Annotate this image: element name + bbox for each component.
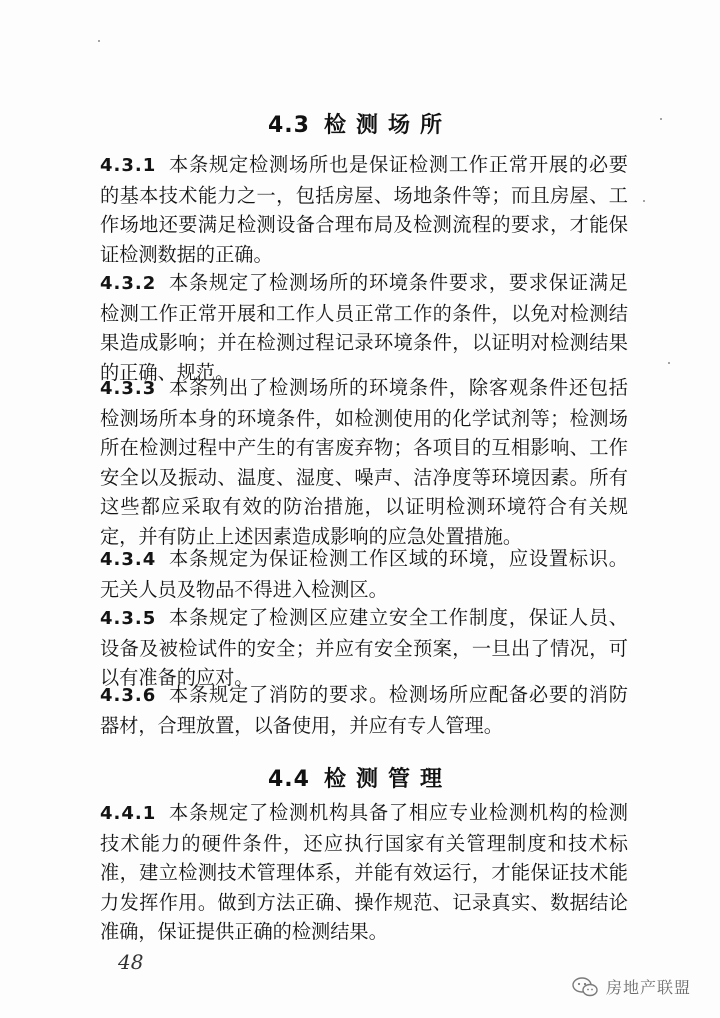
section-number: 4.4 [268, 767, 310, 792]
page-number: 48 [118, 950, 144, 974]
clause-number: 4.3.5 [100, 608, 157, 629]
watermark [572, 975, 691, 998]
scan-speck [643, 200, 645, 202]
clause-text: 本条规定了检测区应建立安全工作制度，保证人员、设备及被检试件的安全；并应有安全预案，一旦出了情况，可以有准备的应对。 [100, 606, 628, 689]
clause-text: 本条规定了检测机构具备了相应专业检测机构的检测技术能力的硬件条件，还应执行国家有关管理制度和技术标准，建立检测技术管理体系，并能有效运行，才能保证技术能力发挥作用。做到方法正确、操作规范、记录真实、数据结论准确，保证提供正确的检测结果。 [100, 801, 628, 943]
scan-speck [668, 362, 670, 364]
clause-4-3-6 [100, 680, 628, 740]
scan-speck [98, 40, 100, 42]
clause-4-3-4 [100, 544, 628, 604]
clause-number: 4.3.1 [100, 155, 157, 176]
section-heading-4-4 [0, 762, 720, 793]
clause-text: 本条规定为保证检测工作区域的环境，应设置标识。无关人员及物品不得进入检测区。 [100, 547, 628, 601]
clause-4-3-1 [100, 150, 628, 269]
clause-number: 4.3.2 [100, 273, 157, 294]
watermark-text: 房地产联盟 [606, 978, 692, 997]
clause-4-3-2 [100, 268, 628, 387]
section-title-text: 检测管理 [323, 767, 452, 792]
clause-text: 本条规定了检测场所的环境条件要求，要求保证满足检测工作正常开展和工作人员正常工作的条件，以免对检测结果造成影响；并在检测过程记录环境条件，以证明对检测结果的正确、规范。 [100, 271, 628, 384]
clause-4-3-3 [100, 373, 628, 551]
clause-number: 4.3.6 [100, 685, 157, 706]
section-title-text: 检测场所 [323, 113, 452, 138]
section-heading-4-3 [0, 108, 720, 139]
clause-number: 4.4.1 [100, 803, 157, 824]
clause-text: 本条列出了检测场所的环境条件，除客观条件还包括检测场所本身的环境条件，如检测使用的化学试剂等；检测场所在检测过程中产生的有害废弃物；各项目的互相影响、工作安全以及振动、温度、湿度、噪声、洁净度等环境因素。所有这些都应采取有效的防治措施，以证明检测环境符合有关规定，并有防止上述因素造成影响的应急处置措施。 [100, 376, 628, 548]
wechat-icon [572, 977, 598, 997]
clause-number: 4.3.4 [100, 549, 157, 570]
clause-text: 本条规定检测场所也是保证检测工作正常开展的必要的基本技术能力之一，包括房屋、场地条件等；而且房屋、工作场地还要满足检测设备合理布局及检测流程的要求，才能保证检测数据的正确。 [100, 153, 628, 266]
section-number: 4.3 [268, 113, 310, 138]
clause-number: 4.3.3 [100, 378, 157, 399]
clause-text: 本条规定了消防的要求。检测场所应配备必要的消防器材，合理放置，以备使用，并应有专人管理。 [100, 683, 628, 737]
clause-4-4-1 [100, 798, 628, 947]
